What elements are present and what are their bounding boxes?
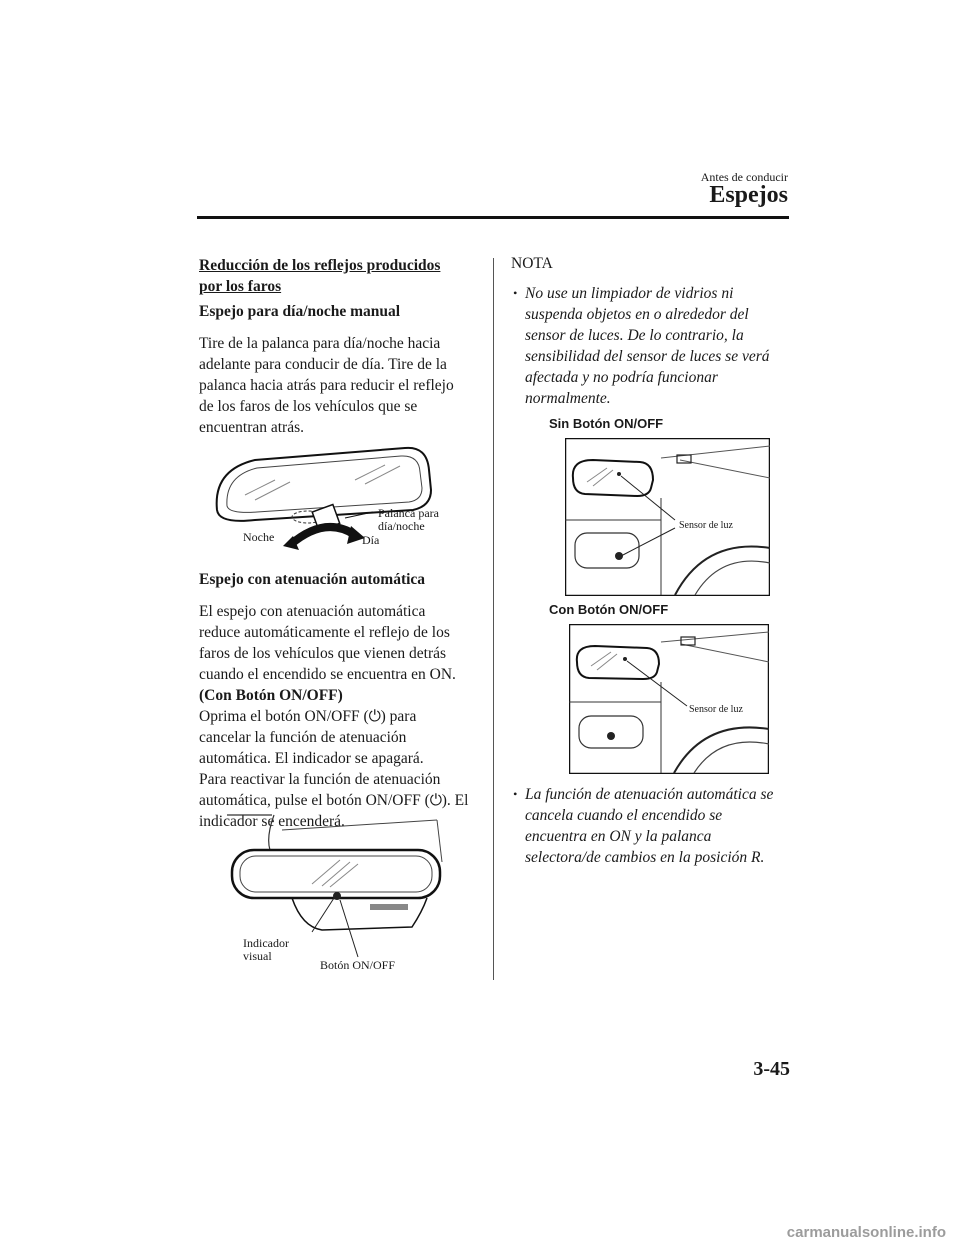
- page-number: 3-45: [753, 1058, 790, 1080]
- text-fragment: automática, pulse el botón ON/OFF (: [199, 792, 430, 809]
- indicator-label: [243, 937, 289, 963]
- text-fragment: ). El: [441, 792, 469, 809]
- text-line: faros de los vehículos que vienen detrás: [199, 645, 447, 662]
- text-line: sensor de luces. De lo contrario, la: [525, 327, 744, 344]
- text-line: palanca hacia atrás para reducir el reflejo: [199, 377, 454, 394]
- text-line: normalmente.: [525, 390, 611, 407]
- header-rule: [197, 216, 789, 219]
- text-line: sensibilidad del sensor de luces se verá: [525, 348, 770, 365]
- watermark: carmanualsonline.info: [786, 1224, 946, 1241]
- lever-label: [378, 507, 439, 533]
- text-line: Tire de la palanca para día/noche hacia: [199, 335, 441, 352]
- text-line: encuentra en ON y la palanca: [525, 828, 712, 845]
- indicator-label-line1: Indicador: [243, 936, 289, 950]
- day-label: Día: [362, 533, 380, 547]
- note-item-2: [513, 784, 774, 868]
- text-line: La función de atenuación automática se: [525, 786, 774, 803]
- note-title: NOTA: [511, 255, 553, 272]
- sensor-without-button-illustration: [565, 438, 770, 596]
- text-line: cancela cuando el encendido se: [525, 807, 723, 824]
- text-line: afectada y no podría funcionar: [525, 369, 718, 386]
- column-divider: [493, 258, 494, 980]
- text-line: Para reactivar la función de atenuación: [199, 771, 441, 788]
- text-line: cuando el encendido se encuentra en ON.: [199, 666, 456, 683]
- text-line: de los faros de los vehículos que se: [199, 398, 418, 415]
- text-line: adelante para conducir de día. Tire de la: [199, 356, 447, 373]
- light-sensor-label: Sensor de luz: [679, 520, 733, 531]
- text-line: cancelar la función de atenuación: [199, 729, 407, 746]
- note-item-1: [513, 283, 770, 409]
- power-icon: ⏻: [429, 792, 443, 809]
- lever-label-line2: día/noche: [378, 519, 425, 533]
- subheading-auto-dimming: Espejo con atenuación automática: [199, 571, 426, 588]
- night-label: Noche: [243, 530, 275, 544]
- section-heading-line1: Reducción de los reflejos producidos: [199, 257, 441, 274]
- text-line-bold: (Con Botón ON/OFF): [199, 687, 343, 704]
- text-line: automática. El indicador se apagará.: [199, 750, 424, 767]
- bullet-icon: •: [513, 286, 518, 300]
- sensor-with-button-illustration: [569, 624, 769, 774]
- paragraph-manual: [199, 333, 454, 438]
- section-heading-line2: por los faros: [199, 278, 282, 295]
- section-heading: [199, 255, 440, 297]
- figure-title-without-button: Sin Botón ON/OFF: [549, 416, 664, 431]
- text-line: No use un limpiador de vidrios ni: [525, 285, 734, 302]
- on-off-button-label: Botón ON/OFF: [320, 958, 396, 972]
- text-line: El espejo con atenuación automática: [199, 603, 426, 620]
- paragraph-auto-dimming: [199, 601, 468, 832]
- text-line: encuentran atrás.: [199, 419, 304, 436]
- bullet-icon: •: [513, 787, 518, 801]
- figure-title-with-button: Con Botón ON/OFF: [549, 602, 669, 617]
- lever-label-line1: Palanca para: [378, 506, 439, 520]
- text-line: suspenda objetos en o alrededor del: [525, 306, 749, 323]
- text-line: [199, 790, 468, 811]
- chapter-title: Espejos: [709, 182, 788, 208]
- text-line: reduce automáticamente el reflejo de los: [199, 624, 450, 641]
- text-fragment: ) para: [380, 708, 417, 725]
- text-line: indicador se encenderá.: [199, 813, 345, 830]
- text-fragment: Oprima el botón ON/OFF (: [199, 708, 369, 725]
- light-sensor-label-2: Sensor de luz: [689, 704, 743, 715]
- power-icon: ⏻: [368, 708, 381, 725]
- indicator-label-line2: visual: [243, 949, 272, 963]
- subheading-manual-mirror: Espejo para día/noche manual: [199, 303, 401, 320]
- text-line: [199, 706, 468, 727]
- section-title: Antes de conducir: [700, 170, 788, 184]
- text-line: selectora/de cambios en la posición R.: [525, 849, 765, 866]
